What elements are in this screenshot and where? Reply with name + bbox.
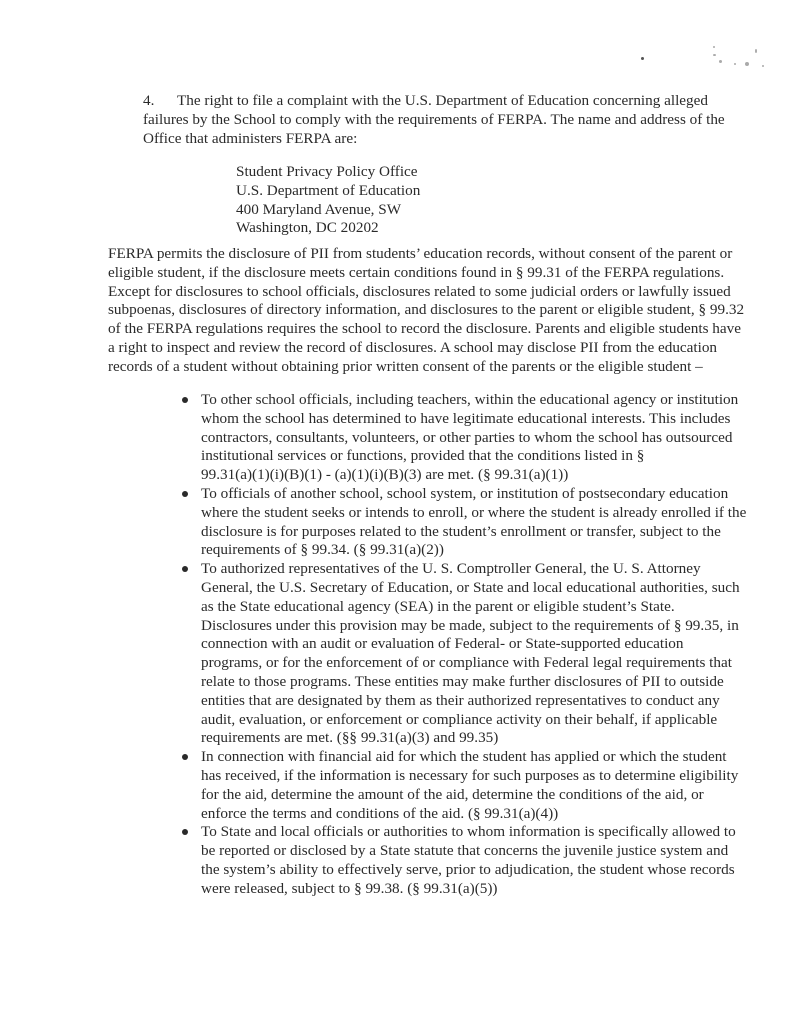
office-address [236, 163, 420, 238]
list-item-line: enforce the terms and conditions of the aid. (§ 99.31(a)(4)) [201, 804, 559, 822]
ferpa-disclosure-paragraph [108, 245, 745, 377]
list-item-line: requirements are met. (§§ 99.31(a)(3) and 99.35) [201, 729, 499, 747]
list-item-line: To officials of another school, school system, or institution of postsecondary education [201, 484, 729, 502]
disclosure-exceptions-list [182, 391, 747, 899]
scan-speck [713, 46, 715, 48]
item-number: 4. [143, 92, 155, 109]
scan-speck [745, 62, 749, 66]
scan-speck [719, 60, 722, 63]
list-item-line: 99.31(a)(1)(i)(B)(1) - (a)(1)(i)(B)(3) are met. (§ 99.31(a)(1)) [201, 466, 569, 484]
paragraph-line: eligible student, if the disclosure meets certain conditions found in § 99.31 of the FERPA regulations. [108, 263, 725, 281]
list-item-line: entities that are designated by them as their authorized representatives to conduct any [201, 691, 720, 709]
list-item [182, 560, 740, 748]
bullet-icon [182, 829, 188, 835]
item-line: Office that administers FERPA are: [143, 129, 358, 147]
scan-speck [762, 65, 764, 67]
list-item-line: To State and local officials or authorities to whom information is specifically allowed to [201, 823, 736, 841]
bullet-icon [182, 566, 188, 572]
paragraph-line: subpoenas, disclosures of directory information, and disclosures to the parent or eligible student, § 99.32 [108, 301, 745, 319]
scan-speck [713, 54, 716, 56]
scan-speck [734, 63, 736, 65]
list-item-line: as the State educational agency (SEA) in the parent or eligible student’s State. [201, 597, 675, 615]
list-item-line: Disclosures under this provision may be made, subject to the requirements of § 99.35, in [201, 616, 739, 634]
address-line: U.S. Department of Education [236, 181, 421, 199]
list-item-line: connection with an audit or evaluation of Federal- or State-supported education [201, 635, 684, 653]
list-item-line: were released, subject to § 99.38. (§ 99.31(a)(5)) [201, 879, 498, 897]
list-item [182, 823, 736, 898]
list-item-line: contractors, consultants, volunteers, or other parties to whom the school has outsourced [201, 428, 733, 446]
list-item-line: institutional services or functions, provided that the conditions listed in § [201, 447, 645, 465]
list-item-line: relate to those programs. These entities may make further disclosures of PII to outside [201, 672, 724, 690]
list-item-line: requirements of § 99.34. (§ 99.31(a)(2)) [201, 541, 444, 559]
list-item-line: To other school officials, including teachers, within the educational agency or institution [201, 391, 739, 408]
item-line: The right to file a complaint with the U.S. Department of Education concerning alleged [177, 92, 708, 109]
list-item-line: the system’s ability to effectively serve, prior to adjudication, the student whose records [201, 860, 735, 878]
scan-speck [641, 57, 644, 60]
bullet-icon [182, 491, 188, 497]
bullet-icon [182, 754, 188, 760]
bullet-icon [182, 397, 188, 403]
item-line: failures by the School to comply with the requirements of FERPA. The name and address of the [143, 110, 725, 128]
list-item [182, 748, 739, 823]
list-item-line: has received, if the information is necessary for such purposes as to determine eligibility [201, 766, 739, 784]
list-item-line: To authorized representatives of the U. S. Comptroller General, the U. S. Attorney [201, 560, 701, 578]
list-item-line: audit, evaluation, or enforcement or compliance activity on their behalf, if applicable [201, 710, 718, 728]
list-item-line: where the student seeks or intends to enroll, or where the student is already enrolled if the [201, 503, 747, 521]
list-item-line: General, the U.S. Secretary of Education, or State and local educational authorities, such [201, 578, 740, 596]
paragraph-line: of the FERPA regulations requires the school to record the disclosure. Parents and eligible students have [108, 320, 741, 338]
paragraph-line: records of a student without obtaining prior written consent of the parents or the eligible student – [108, 357, 703, 375]
list-item [182, 484, 747, 560]
address-line: Student Privacy Policy Office [236, 163, 418, 180]
list-item-line: whom the school has determined to have legitimate educational interests. This includes [201, 409, 731, 427]
paragraph-line: Except for disclosures to school officials, disclosures related to some judicial orders or lawfully issued [108, 282, 731, 300]
scan-speck [755, 49, 757, 53]
list-item-line: programs, or for the enforcement of or compliance with Federal legal requirements that [201, 654, 732, 672]
list-item-line: disclosure is for purposes related to the student’s enrollment or transfer, subject to the [201, 522, 721, 540]
address-line: Washington, DC 20202 [236, 219, 379, 237]
paragraph-line: a right to inspect and review the record of disclosures. A school may disclose PII from the education [108, 338, 718, 356]
list-item-line: In connection with financial aid for which the student has applied or which the student [201, 748, 727, 766]
paragraph-line: FERPA permits the disclosure of PII from students’ education records, without consent of the parent or [108, 245, 733, 262]
list-item [182, 391, 739, 485]
numbered-item-4 [143, 92, 725, 148]
address-line: 400 Maryland Avenue, SW [236, 200, 402, 218]
list-item-line: be reported or disclosed by a State statute that concerns the juvenile justice system and [201, 842, 729, 860]
list-item-line: for the aid, determine the amount of the aid, determine the conditions of the aid, or [201, 785, 704, 803]
